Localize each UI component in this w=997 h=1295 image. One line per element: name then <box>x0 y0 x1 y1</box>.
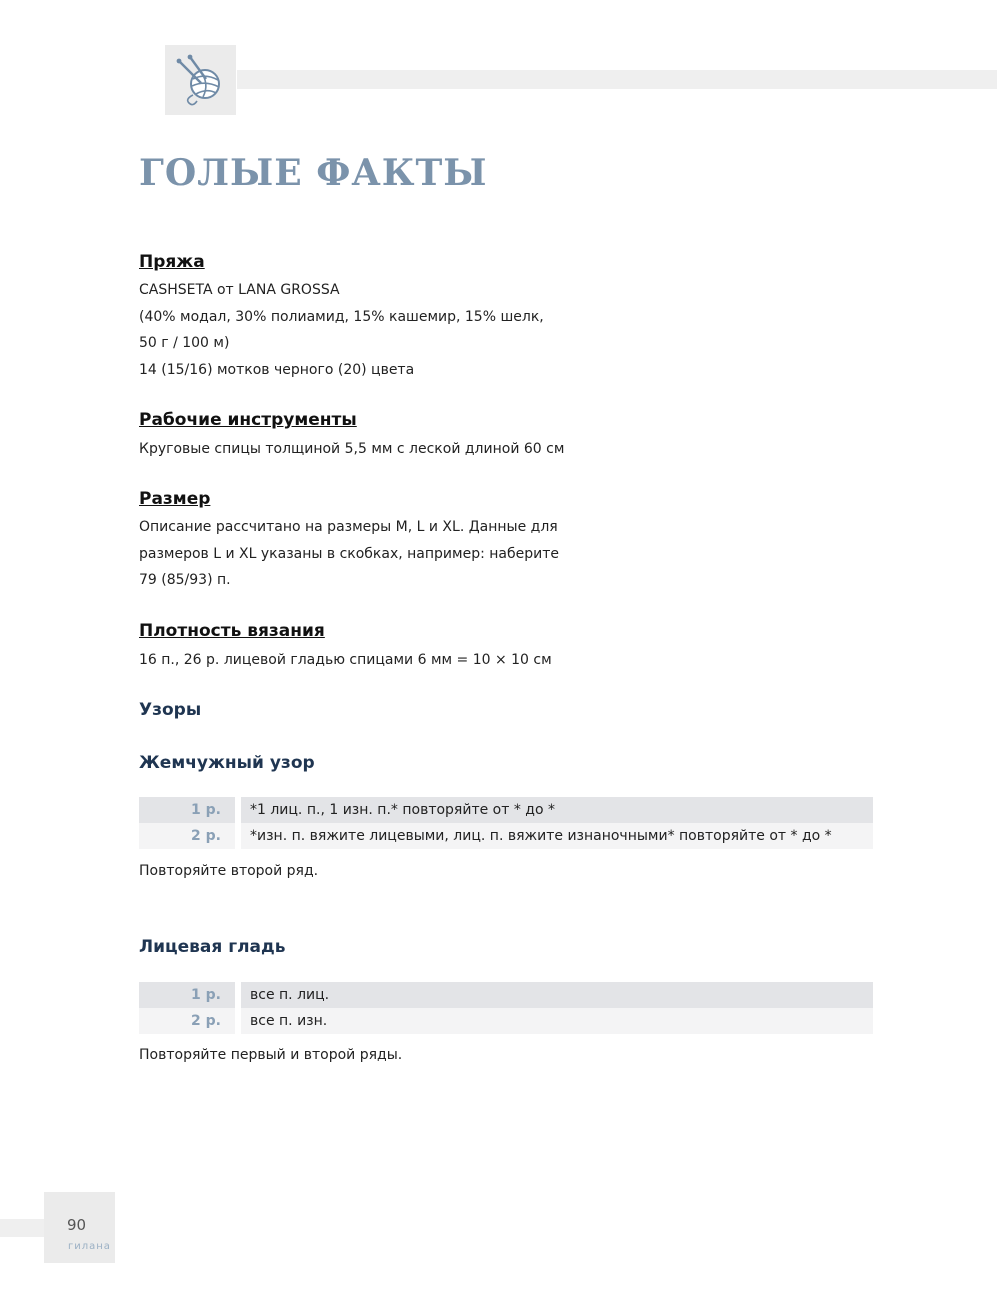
size-line: Описание рассчитано на размеры M, L и XL. Данные для <box>139 519 558 535</box>
patterns-heading: Узоры <box>139 700 202 720</box>
footer-word: гилана <box>68 1241 111 1252</box>
seed-stitch-note <box>139 858 619 885</box>
size-line: размеров L и XL указаны в скобках, например: наберите <box>139 545 559 562</box>
row-instruction: *изн. п. вяжите лицевыми, лиц. п. вяжите изнаночными* повторяйте от * до * <box>241 823 873 849</box>
gauge-text <box>139 647 619 674</box>
row-number: 1 р. <box>139 797 235 823</box>
tools-heading: Рабочие инструменты <box>139 410 357 430</box>
yarn-line: 50 г / 100 м) <box>139 335 230 351</box>
stockinette-heading: Лицевая гладь <box>139 937 286 957</box>
tools-line: Круговые спицы толщиной 5,5 мм с леской длиной 60 см <box>139 441 565 457</box>
table-row <box>139 823 873 849</box>
yarn-line: 14 (15/16) мотков черного (20) цвета <box>139 361 415 378</box>
seed-stitch-table <box>139 797 873 849</box>
header-icon-box <box>165 45 236 115</box>
yarn-line: CASHSETA от LANA GROSSA <box>139 282 340 298</box>
table-row <box>139 982 873 1008</box>
row-instruction: все п. лиц. <box>241 982 873 1008</box>
row-instruction: *1 лиц. п., 1 изн. п.* повторяйте от * до * <box>241 797 873 823</box>
stockinette-table <box>139 982 873 1034</box>
tools-text <box>139 436 619 463</box>
footer-bar <box>0 1219 44 1237</box>
row-number: 2 р. <box>139 823 235 849</box>
size-heading: Размер <box>139 489 211 509</box>
row-instruction: все п. изн. <box>241 1008 873 1034</box>
gauge-line: 16 п., 26 р. лицевой гладью спицами 6 мм = 10 × 10 см <box>139 652 552 668</box>
gauge-heading: Плотность вязания <box>139 621 325 641</box>
yarn-heading: Пряжа <box>139 252 205 272</box>
stockinette-note <box>139 1042 619 1069</box>
row-number: 2 р. <box>139 1008 235 1034</box>
page-number: 90 <box>67 1216 87 1234</box>
size-line: 79 (85/93) п. <box>139 572 231 588</box>
header-bar <box>237 70 997 89</box>
note-line: Повторяйте первый и второй ряды. <box>139 1047 403 1063</box>
seed-stitch-heading: Жемчужный узор <box>139 753 315 773</box>
page-title: ГОЛЫЕ ФАКТЫ <box>139 152 488 194</box>
yarn-ball-needles-icon <box>175 53 227 107</box>
note-line: Повторяйте второй ряд. <box>139 863 319 879</box>
yarn-text <box>139 277 619 383</box>
table-row <box>139 1008 873 1034</box>
row-number: 1 р. <box>139 982 235 1008</box>
table-row <box>139 797 873 823</box>
size-text <box>139 514 619 594</box>
yarn-line: (40% модал, 30% полиамид, 15% кашемир, 15% шелк, <box>139 308 544 325</box>
